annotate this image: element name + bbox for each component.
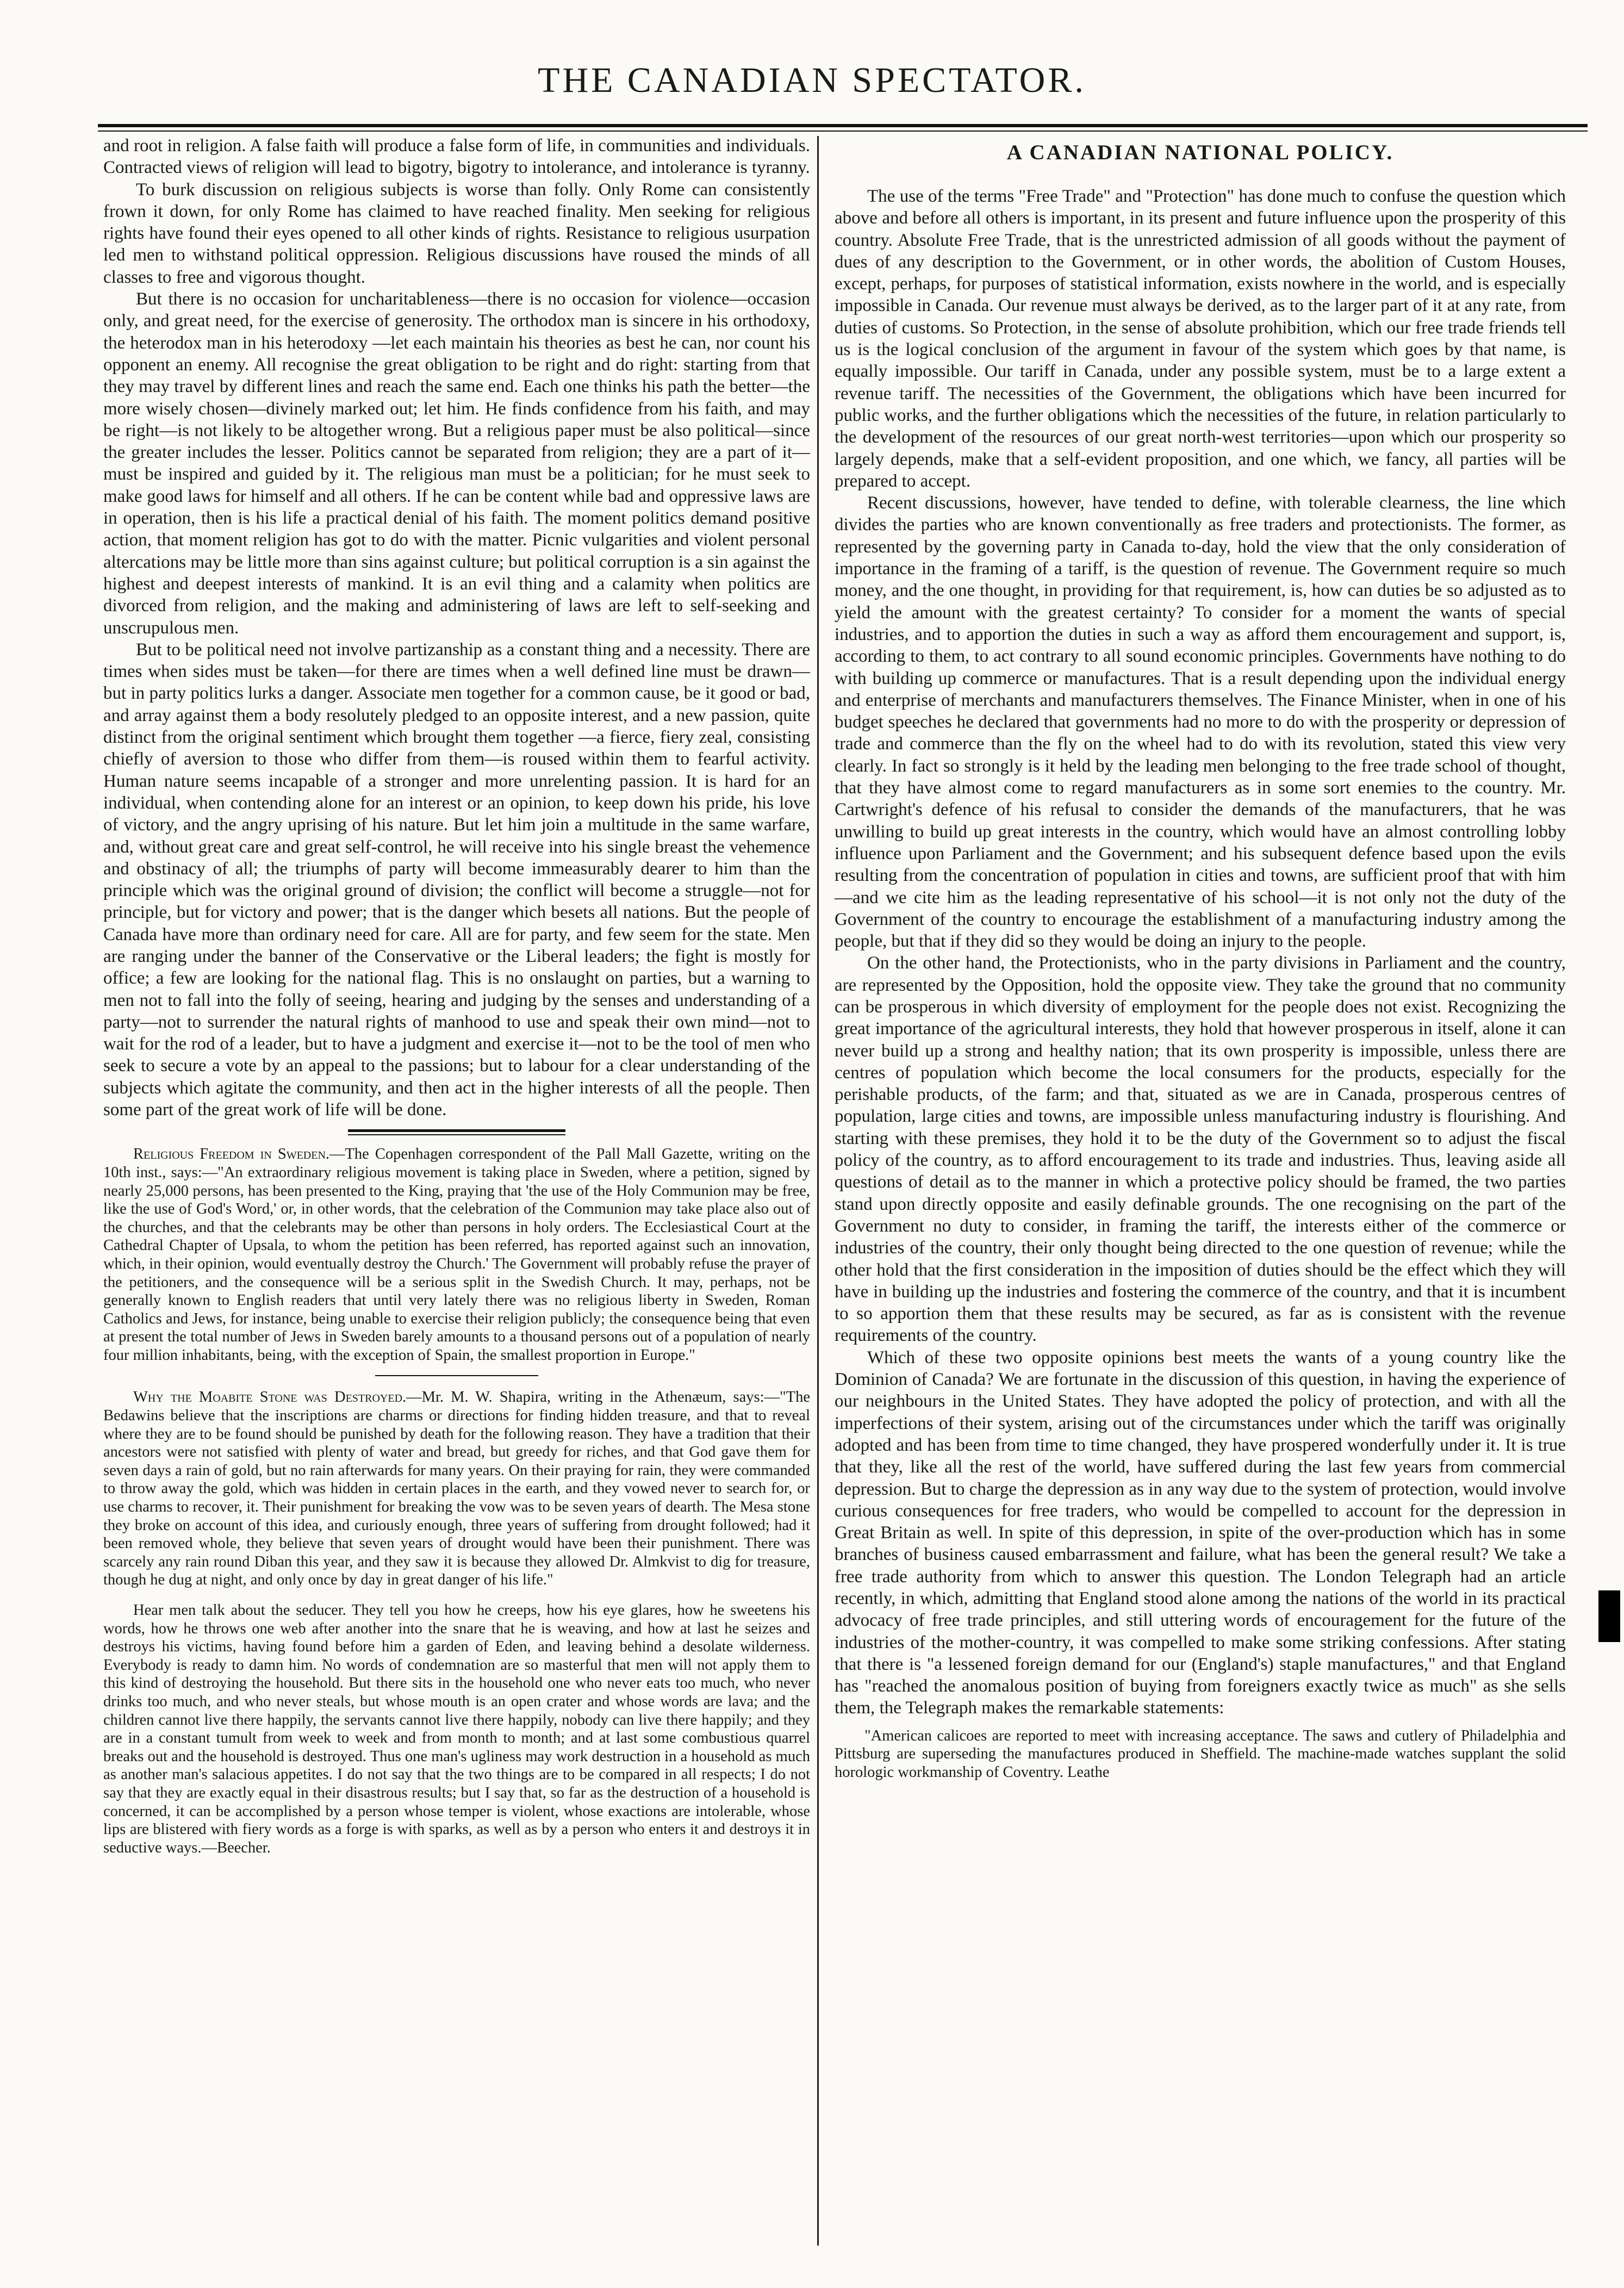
- masthead-rule: [98, 124, 1588, 127]
- news-item-heading: Why the Moabite Stone was Destroyed.: [133, 1389, 407, 1406]
- news-item-moabite-stone: [103, 1388, 810, 1589]
- news-item-sweden: [103, 1145, 810, 1364]
- article-paragraph: The use of the terms "Free Trade" and "Protection" has done much to confuse the question which above and before all others is important, in its present and future influence upon the prosperity of this country. Absolute Free Trade, that is the unrestricted admission of all goods without the payment of dues of any description to the Government, or in other words, the abolition of Custom Houses, except, perhaps, for purposes of statistical information, exists nowhere in the world, and is especially impossible in Canada. Our revenue must always be derived, as to the larger part of it at any rate, from duties of customs. So Protection, in the sense of absolute prohibition, which our free trade friends tell us is the logical conclusion of the argument in favour of the system which goes by that name, is equally impossible. Our tariff in Canada, under any possible system, must be to a large extent a revenue tariff. The necessities of the Government, the obligations which have been incurred for public works, and the further obligations which the necessities of the future, in relation particularly to the development of the resources of our great north-west territories—upon which our prosperity so largely depends, make that a self-evident proposition, and one which, we fancy, all parties will be prepared to accept.: [835, 186, 1566, 491]
- editorial-article: [103, 135, 810, 1121]
- news-item-body: —Mr. M. W. Shapira, writing in the Athenæum, says:—"The Bedawins believe that the inscriptions are charms or directions for finding hidden treasure, and that to reveal where they are to be found should be punished by death for the following reason. They have a tradition that their ancestors were not satisfied with plenty of water and bread, but greedy for riches, and that God gave them for seven days a rain of gold, but no rain afterwards for many years. On their praying for rain, they were commanded to throw away the gold, which was hidden in certain places in the earth, and they vowed never to search for, or use charms to recover, it. Their punishment for breaking the vow was to be seven years of dearth. The Mesa stone they broke on account of this idea, and curiously enough, three years of suffering from drought followed; had it been removed whole, they believe that seven years of drought would have been their punishment. There was scarcely any rain round Diban this year, and they saw it is because they allowed Dr. Almkvist to dig for treasure, though he dug at night, and only once by day in great danger of his life.": [103, 1389, 810, 1589]
- editorial-paragraph: But to be political need not involve partizanship as a constant thing and a necessity. There are times when sides must be taken—for there are times when a well defined line must be drawn—but in party politics lurks a danger. Associate men together for a common cause, be it good or bad, and array against them a body resolutely pledged to an opposite interest, and a new passion, quite distinct from the original sentiment which brought them together —a fierce, fiery zeal, consisting chiefly of aversion to those who differ from them—is roused within them to fearful activity. Human nature seems incapable of a stronger and more unrelenting passion. It is hard for an individual, when contending alone for an interest or an opinion, to keep down his pride, his love of victory, and the angry uprising of his nature. But let him join a multitude in the same warfare, and, without great care and great self-control, he will receive into his single breast the vehemence and obstinacy of all; the triumphs of party will become immeasurably dearer to him than the principle which was the original ground of division; the conflict will become a struggle—not for principle, but for victory and power; that is the danger which besets all nations. But the people of Canada have more than ordinary need for care. All are for party, and few seem for the state. Men are ranging under the banner of the Conservative or the Liberal leaders; the fight is mostly for office; a few are looking for the national flag. This is no onslaught on parties, but a warning to men not to fall into the folly of seeing, hearing and judging by the senses and understanding of a party—not to surrender the natural rights of manhood to use and speak their own mind—not to wait for the rod of a leader, but to have a judgment and exercise it—not to be the tool of men who seek to secure a vote by an appeal to the passions; but to labour for a clear understanding of the subjects which agitate the community, and then act in the higher interests of all the people. Then some part of the great work of life will be done.: [103, 639, 810, 1120]
- item-spacing: [103, 1589, 810, 1601]
- editorial-paragraph: But there is no occasion for uncharitableness—there is no occasion for violence—occasion only, and great need, for the exercise of generosity. The orthodox man is sincere in his orthodoxy, the heterodox man in his heterodoxy —let each maintain his theories as best he can, nor count his opponent an enemy. All recognise the great obligation to be right and do right: starting from that they may travel by different lines and reach the same end. Each one thinks his path the better—the more wisely chosen—divinely marked out; let him. He finds confidence from his faith, and may be right—is not likely to be altogether wrong. But a religious paper must be also political—since the greater includes the lesser. Politics cannot be separated from religion; they are a part of it—must be inspired and guided by it. The religious man must be a politician; for he must seek to make good laws for himself and all others. If he can be content while bad and oppressive laws are in operation, then is his life a practical denial of his faith. The moment politics demand positive action, that moment religion has got to do with the matter. Picnic vulgarities and violent personal altercations may be little more than sins against culture; but political corruption is a sin against the highest and deepest interests of mankind. It is an evil thing and a calamity when politics are divorced from religion, and the making and administering of laws are left to self-seeking and unscrupulous men.: [103, 289, 810, 638]
- article-title: A CANADIAN NATIONAL POLICY.: [1006, 141, 1394, 164]
- news-item-body: —The Copenhagen correspondent of the Pall Mall Gazette, writing on the 10th inst., says:—"An extraordinary religious movement is taking place in Sweden, where a petition, signed by nearly 25,000 persons, has been presented to the King, praying that 'the use of the Holy Communion may be free, like the use of God's Word,' or, in other words, that the celebration of the Communion may take place also out of the churches, and that the celebrants may be other than persons in holy orders. The Ecclesiastical Court at the Cathedral Chapter of Upsala, to whom the petition has been referred, has reported against such an innovation, which, in their opinion, would eventually destroy the Church.' The Government will probably refuse the prayer of the petitioners, and the consequence will be a serious split in the Swedish Church. It may, perhaps, not be generally known to English readers that until very lately there was no religious liberty in Sweden, Roman Catholics and Jews, for instance, being unable to exercise their religion publicly; the consequence being that even at present the total number of Jews in Sweden barely amounts to a thousand persons out of a population of nearly four million inhabitants, being, with the exception of Spain, the smallest proportion in Europe.": [103, 1146, 810, 1364]
- news-item-body: Hear men talk about the seducer. They tell you how he creeps, how his eye glares, how he sweetens his words, how he throws one web after another into the snare that he is weaving, and how at last he seizes and destroys his victims, having found before him a garden of Eden, and leaving behind a desolate wilderness. Everybody is ready to damn him. No words of condemnation are so masterful that men will not apply them to this kind of destroying the household. But there sits in the household one who never eats too much, who never drinks too much, and who never steals, but whose mouth is an open crater and whose words are lava; and the children cannot live there happily, the servants cannot live there happily, nobody can live there happily; and they are in a constant tumult from week to week and from month to month; and at last some combustious quarrel breaks out and the household is destroyed. Thus one man's ugliness may work destruction in a household as much as another man's salacious appetites. I do not say that the two things are to be compared in all respects; I do not say that they are exactly equal in their disastrous results; but I say that, so far as the destruction of a household is concerned, it can be accomplished by a person whose temper is violent, whose exactions are intolerable, whose lips are blistered with fiery words as a forge is with sparks, as well as by a person who enters it and destroys it in seductive ways.—Beecher.: [103, 1602, 810, 1856]
- article-paragraph: Recent discussions, however, have tended to define, with tolerable clearness, the line which divides the parties who are known conventionally as free traders and protectionists. The former, as represented by the governing party in Canada to-day, hold the view that the only consideration of importance in the framing of a tariff, is the question of revenue. The Government require so much money, and the one thought, in providing for that requirement, is, how can duties be so adjusted as to yield the amount with the greatest certainty? To consider for a moment the wants of special industries, and to apportion the duties in such a way as afford them encouragement and support, is, according to them, to act contrary to all sound economic principles. Governments have nothing to do with building up commerce or manufactures. That is a result depending upon the individual energy and enterprise of merchants and manufacturers themselves. The Finance Minister, when in one of his budget speeches he declared that governments had no more to do with the prosperity or depression of trade and commerce than the fly on the wheel had to do with its revolution, stated this view very clearly. In fact so strongly is it held by the leading men belonging to the free trade school of thought, that they have almost come to regard manufacturers as in some sort enemies to the country. Mr. Cartwright's defence of his refusal to consider the demands of the manufacturers, that he was unwilling to build up great interests in the country, which would have an almost controlling lobby influence upon Parliament and the Government; and his subsequent defence based upon the evils resulting from the concentration of population in cities and towns, are sufficient proof that with him—and we cite him as the leading representative of his school—it is not only not the duty of the Government of the country to encourage the establishment of a manufacturing industry among the people, but that if they did so they would be doing an injury to the people.: [835, 493, 1566, 952]
- article-separator: [348, 1129, 565, 1135]
- masthead-title: THE CANADIAN SPECTATOR.: [538, 60, 1086, 100]
- left-column: [103, 135, 810, 1857]
- column-divider: [817, 136, 819, 2246]
- national-policy-article: [835, 185, 1566, 1719]
- news-item-heading: Religious Freedom in Sweden.: [133, 1146, 330, 1163]
- editorial-paragraph: and root in religion. A false faith will produce a false form of life, in communities and individuals. Contracted views of religion will lead to bigotry, bigotry to intolerance, and intolerance is tyranny.: [103, 136, 810, 178]
- quote-text: "American calicoes are reported to meet with increasing acceptance. The saws and cutlery of Philadelphia and Pittsburg are superseding the manufactures produced in Sheffield. The machine-made watches supplant the solid horologic workmanship of Coventry. Leathe: [835, 1727, 1566, 1781]
- article-paragraph: On the other hand, the Protectionists, who in the party divisions in Parliament and the country, are represented by the Opposition, hold the opposite view. They take the ground that no community can be prosperous in which diversity of employment for the people does not exist. Recognizing the great importance of the agricultural interests, they hold that however prosperous in itself, alone it can never build up a strong and healthy nation; that its own prosperity is impossible, unless there are centres of population which become the local consumers for the products, especially for the perishable products, of the farm; and that, situated as we are in Canada, prosperous centres of population, large cities and towns, are impossible unless manufacturing industry is flourishing. And starting with these premises, they hold it to be the duty of the Government so to adjust the fiscal policy of the country, as to afford encouragement to its trade and industries. Thus, leaving aside all questions of detail as to the manner in which a protective policy should be framed, the two parties stand upon directly opposite and easily definable grounds. The one recognising on the part of the Government no duty to consider, in framing the tariff, the interests either of the commerce or industries of the country, their only thought being directed to the one question of revenue; while the other hold that the first consideration in the imposition of duties should be the effect which they will have in building up the industries and fostering the commerce of the country, and that it is incumbent to so apportion them that these results may be secured, as far as is consistent with the revenue requirements of the country.: [835, 953, 1566, 1346]
- article-paragraph: Which of these two opposite opinions best meets the wants of a young country like the Dominion of Canada? We are fortunate in the discussion of this question, in having the experience of our neighbours in the United States. They have adopted the policy of protection, and with all the imperfections of their system, arising out of the circumstances under which the tariff was originally adopted and has been from time to time changed, they have prospered wonderfully under it. It is true that they, like all the rest of the world, have suffered during the last few years from commercial depression. But to charge the depression as in any way due to the system of protection, would involve curious consequences for free traders, who would be compelled to account for the depression in Great Britain as well. In spite of this depression, in spite of the over-production which has in some branches of business caused embarrassment and failure, what has been the general result? We take a free trade authority from which to answer this question. The London Telegraph had an article recently, in which, admitting that England stood alone among the nations of the world in its practical advocacy of free trade principles, and still uttering words of encouragement for the future of the industries of the mother-country, it was compelled to make some striking confessions. After stating that there is "a lessened foreign demand for our (England's) staple manufactures," and that England has "reached the anomalous position of buying from foreigners exactly twice as much" as she sells them, the Telegraph makes the remarkable statements:: [835, 1347, 1566, 1718]
- masthead-rule-thin: [98, 130, 1588, 132]
- item-separator: [375, 1375, 538, 1376]
- news-item-beecher: [103, 1601, 810, 1857]
- margin-mark: [1598, 1590, 1620, 1642]
- editorial-paragraph: To burk discussion on religious subjects is worse than folly. Only Rome can consistently frown it down, for only Rome has claimed to have reached finality. Men seeking for religious rights have found their eyes opened to all other kinds of rights. Resistance to religious usurpation led men to withstand political oppression. Religious discussions have roused the minds of all classes to free and vigorous thought.: [103, 179, 810, 287]
- right-column: [835, 135, 1566, 1782]
- article-quote: [835, 1727, 1566, 1782]
